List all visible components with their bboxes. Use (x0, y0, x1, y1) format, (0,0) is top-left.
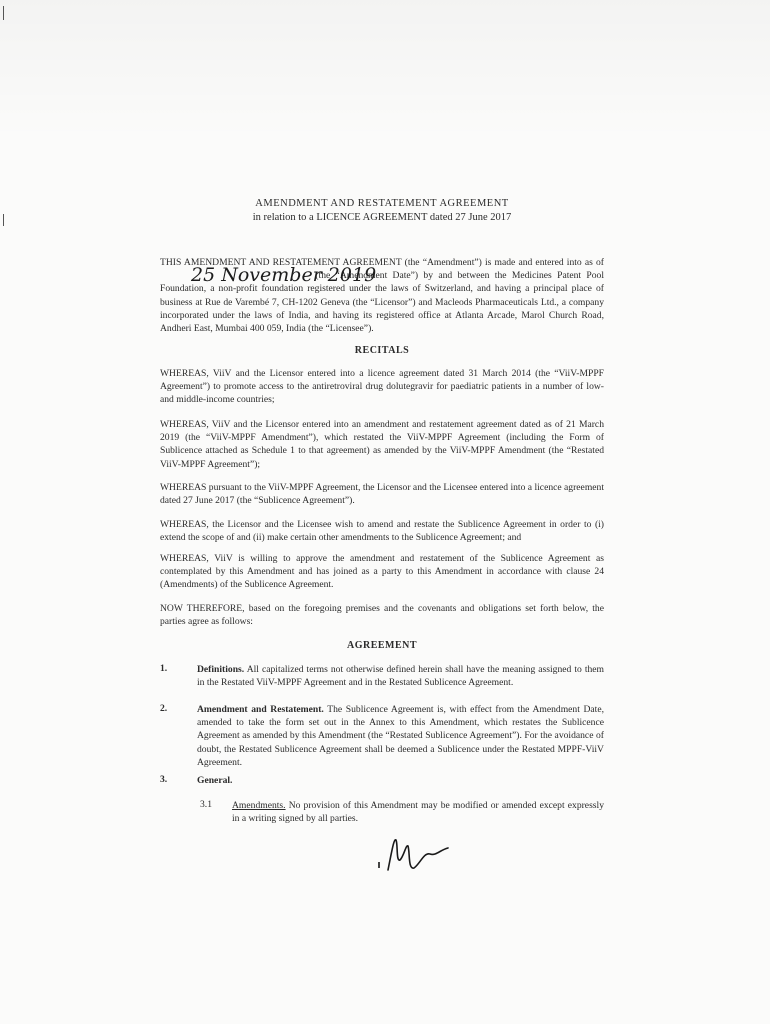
clause-2 (197, 703, 604, 769)
scan-shadow (0, 0, 770, 140)
intro-before-date: THIS AMENDMENT AND RESTATEMENT AGREEMENT (the “Amendment”) is made and entered into as of (160, 257, 604, 268)
clause-2-number: 2. (160, 703, 168, 714)
recital-1: WHEREAS, ViiV and the Licensor entered into a licence agreement dated 31 March 2014 (the “ViiV-MPPF Agreement”) to promote access to the antiretroviral drug dolutegravir for paediatric patients in a number of low- and middle-income countries; (160, 368, 604, 406)
document-subtitle: in relation to a LICENCE AGREEMENT dated 27 June 2017 (252, 212, 512, 223)
recital-2: WHEREAS, ViiV and the Licensor entered into an amendment and restatement agreement dated as of 21 March 2019 (the “ViiV-MPPF Amendment”), which restated the ViiV-MPPF Agreement (including the Form of Sublicence attached as Schedule 1 to that agreement) as amended by the ViiV-MPPF Amendment (the “Restated ViiV-MPPF Agreement”); (160, 419, 604, 470)
clause-3 (197, 774, 604, 787)
initials-signature (378, 830, 458, 878)
initials-stroke (388, 840, 448, 870)
subclause-3-1 (232, 799, 604, 825)
recital-4: WHEREAS, the Licensor and the Licensee wish to amend and restate the Sublicence Agreement in order to (i) extend the scope of and (ii) make certain other amendments to the Sublicence Agreement; and (160, 519, 604, 544)
recital-3: WHEREAS pursuant to the ViiV-MPPF Agreement, the Licensor and the Licensee entered into a licence agreement dated 27 June 2017 (the “Sublicence Agreement”). (160, 482, 604, 507)
ink-mark (378, 862, 380, 868)
subclause-3-1-heading: Amendments. (232, 800, 286, 811)
recital-6: NOW THEREFORE, based on the foregoing premises and the covenants and obligations set forth below, the parties agree as follows: (160, 603, 604, 628)
scan-edge-mark (3, 6, 4, 20)
scan-edge-mark (3, 214, 4, 226)
clause-2-heading: Amendment and Restatement. (197, 704, 324, 715)
subclause-3-1-number: 3.1 (200, 799, 212, 810)
title-block (160, 197, 604, 225)
clause-3-number: 3. (160, 774, 168, 785)
handwritten-date-text: 25 November 2019 (191, 264, 377, 286)
intro-after-date: (the “Amendment Date”) by and between the Medicines Patent Pool Foundation, a non-profit foundation registered under the laws of Switzerland, and having a principal place of business at Rue de Varembé 7, CH-1202 Geneva (the “Licensor”) and Macleods Pharmaceuticals Ltd., a company incorporated under the laws of India, and having its registered office at Atlanta Arcade, Marol Church Road, Andheri East, Mumbai 400 059, India (the “Licensee”). (160, 270, 604, 335)
document-title: AMENDMENT AND RESTATEMENT AGREEMENT (255, 198, 509, 209)
clause-1-number: 1. (160, 663, 168, 674)
subclause-3-1-text: No provision of this Amendment may be modified or amended except expressly in a writing signed by all parties. (232, 800, 604, 825)
clause-2-text: The Sublicence Agreement is, with effect from the Amendment Date, amended to take the form set out in the Annex to this Amendment, which restates the Sublicence Agreement as amended by this Amendment (the “Restated Sublicence Agreement”). For the avoidance of doubt, the Restated Sublicence Agreement shall be deemed a Sublicence under the Restated MPPF-ViiV Agreement. (197, 704, 604, 768)
clause-1-text: All capitalized terms not otherwise defined herein shall have the meaning assigned to them in the Restated ViiV-MPPF Agreement and in the Restated Sublicence Agreement. (197, 664, 605, 689)
clause-1 (197, 663, 604, 689)
recitals-heading: RECITALS (354, 345, 410, 356)
clause-1-heading: Definitions. (197, 664, 245, 675)
handwritten-date (189, 262, 377, 286)
recital-5: WHEREAS, ViiV is willing to approve the amendment and restatement of the Sublicence Agreement as contemplated by this Amendment and has joined as a party to this Amendment in accordance with clause 24 (Amendments) of the Sublicence Agreement. (160, 553, 604, 591)
agreement-heading: AGREEMENT (346, 640, 418, 651)
clause-3-heading: General. (197, 775, 233, 786)
